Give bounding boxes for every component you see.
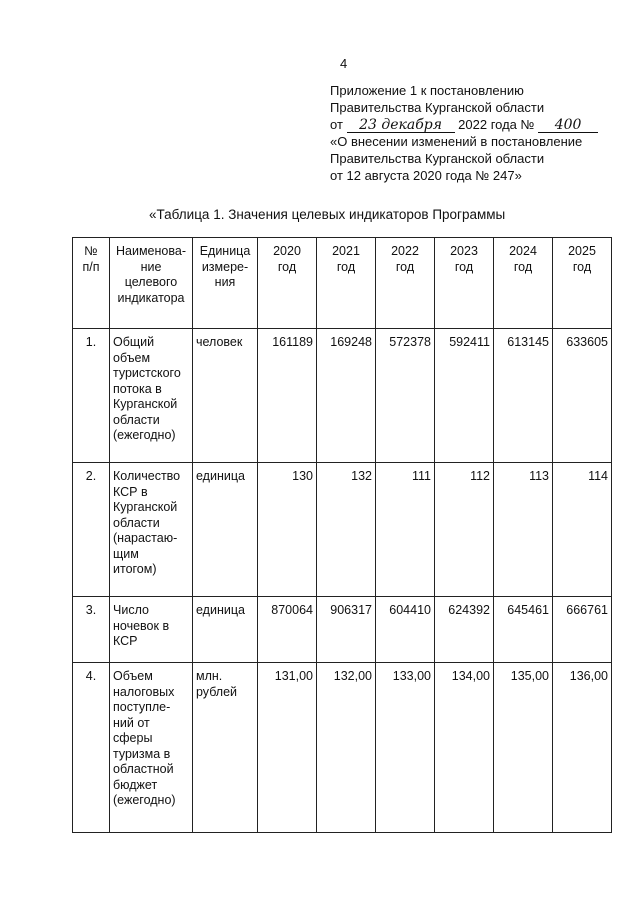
unit-line: рублей [196, 684, 238, 699]
header-text-line: 2023 [450, 244, 478, 258]
value-2025: 666761 [553, 597, 612, 663]
handwritten-date: 23 декабря [347, 119, 455, 133]
header-text-line: год [454, 259, 474, 274]
header-text-line: измере- [201, 259, 249, 274]
unit [193, 663, 258, 833]
header-text-line: № [84, 244, 98, 258]
unit-line: единица [196, 603, 245, 617]
value-2024: 645461 [494, 597, 553, 663]
name-line: поступле- [113, 700, 171, 714]
value-2025: 114 [553, 463, 612, 597]
name-line: Общий [113, 335, 155, 349]
table-title: «Таблица 1. Значения целевых индикаторов Программы [149, 207, 506, 222]
name-line: объем [113, 350, 151, 365]
name-line: туристского [113, 366, 181, 380]
name-line: (ежегодно) [113, 428, 176, 442]
row-number: 4. [73, 663, 110, 833]
header-text-line: 2022 [391, 244, 419, 258]
header-text-line: год [277, 259, 297, 274]
appendix-line-6: от 12 августа 2020 года № 247» [330, 168, 522, 183]
header-year-2023 [435, 238, 494, 329]
name-line: потока в [113, 381, 162, 396]
header-num [73, 238, 110, 329]
indicator-name [110, 663, 193, 833]
row-number: 3. [73, 597, 110, 663]
header-year-2020 [258, 238, 317, 329]
unit [193, 329, 258, 463]
name-line: бюджет [113, 777, 158, 792]
row-number: 1. [73, 329, 110, 463]
header-text-line: год [395, 259, 415, 274]
header-year-2021 [317, 238, 376, 329]
name-line: областной [113, 762, 174, 776]
header-text-line: индикатора [117, 290, 185, 305]
value-2023: 592411 [435, 329, 494, 463]
unit [193, 463, 258, 597]
header-text-line: 2020 [273, 244, 301, 258]
header-text-line: ния [214, 275, 236, 289]
header-text-line: год [572, 259, 592, 274]
name-line: (нарастаю- [113, 531, 178, 545]
name-line: Объем [113, 669, 153, 683]
header-text-line: год [336, 259, 356, 274]
value-2025: 136,00 [553, 663, 612, 833]
name-line: области [113, 412, 160, 427]
table-row [73, 329, 612, 463]
header-text-line: Единица [199, 244, 251, 258]
name-line: (ежегодно) [113, 793, 176, 807]
value-2021: 906317 [317, 597, 376, 663]
value-2020: 161189 [258, 329, 317, 463]
indicators-table [72, 237, 612, 833]
header-text-line: Наименова- [116, 244, 186, 258]
appendix-block [330, 82, 598, 184]
appendix-line-3 [330, 116, 598, 133]
header-text-line: ние [140, 259, 162, 274]
header-year-2025 [553, 238, 612, 329]
header-name [110, 238, 193, 329]
appendix-line-4: «О внесении изменений в постановление [330, 134, 583, 149]
table-row [73, 663, 612, 833]
name-line: Курганской [113, 500, 178, 514]
unit-line: человек [196, 335, 243, 349]
unit-line: млн. [196, 669, 223, 683]
value-2021: 169248 [317, 329, 376, 463]
name-line: КСР [113, 634, 138, 648]
value-2022: 111 [376, 463, 435, 597]
header-row [73, 238, 612, 329]
appendix-line-5: Правительства Курганской области [330, 151, 545, 166]
name-line: ночевок в [113, 618, 170, 633]
name-line: Количество [113, 469, 181, 483]
unit-line: единица [196, 469, 245, 483]
name-line: итогом) [113, 562, 157, 576]
value-2024: 135,00 [494, 663, 553, 833]
indicator-name [110, 329, 193, 463]
unit [193, 597, 258, 663]
row-number: 2. [73, 463, 110, 597]
value-2024: 613145 [494, 329, 553, 463]
value-2022: 604410 [376, 597, 435, 663]
appendix-line-1: Приложение 1 к постановлению [330, 83, 524, 98]
header-text-line: 2025 [568, 244, 596, 258]
year-text: 2022 года № [458, 117, 535, 132]
header-year-2024 [494, 238, 553, 329]
name-line: туризма в [113, 746, 171, 761]
header-text-line: целевого [124, 275, 178, 289]
header-unit [193, 238, 258, 329]
name-line: налоговых [113, 684, 175, 699]
value-2025: 633605 [553, 329, 612, 463]
table-row [73, 597, 612, 663]
name-line: щим [113, 546, 139, 561]
header-text-line: год [513, 259, 533, 274]
page-number: 4 [340, 56, 348, 71]
value-2023: 134,00 [435, 663, 494, 833]
header-text-line: 2024 [509, 244, 537, 258]
header-year-2022 [376, 238, 435, 329]
value-2020: 870064 [258, 597, 317, 663]
from-prefix: от [330, 117, 343, 132]
indicator-name [110, 597, 193, 663]
value-2021: 132,00 [317, 663, 376, 833]
value-2020: 130 [258, 463, 317, 597]
value-2023: 624392 [435, 597, 494, 663]
value-2020: 131,00 [258, 663, 317, 833]
table-row [73, 463, 612, 597]
name-line: Число [113, 603, 149, 617]
handwritten-number: 400 [538, 119, 598, 133]
name-line: Курганской [113, 397, 178, 411]
name-line: КСР в [113, 484, 148, 499]
value-2023: 112 [435, 463, 494, 597]
value-2024: 113 [494, 463, 553, 597]
value-2022: 133,00 [376, 663, 435, 833]
value-2022: 572378 [376, 329, 435, 463]
indicator-name [110, 463, 193, 597]
appendix-line-2: Правительства Курганской области [330, 100, 545, 115]
value-2021: 132 [317, 463, 376, 597]
name-line: области [113, 515, 160, 530]
name-line: сферы [113, 731, 153, 745]
header-text-line: 2021 [332, 244, 360, 258]
header-text-line: п/п [82, 259, 100, 274]
name-line: ний от [113, 715, 150, 730]
